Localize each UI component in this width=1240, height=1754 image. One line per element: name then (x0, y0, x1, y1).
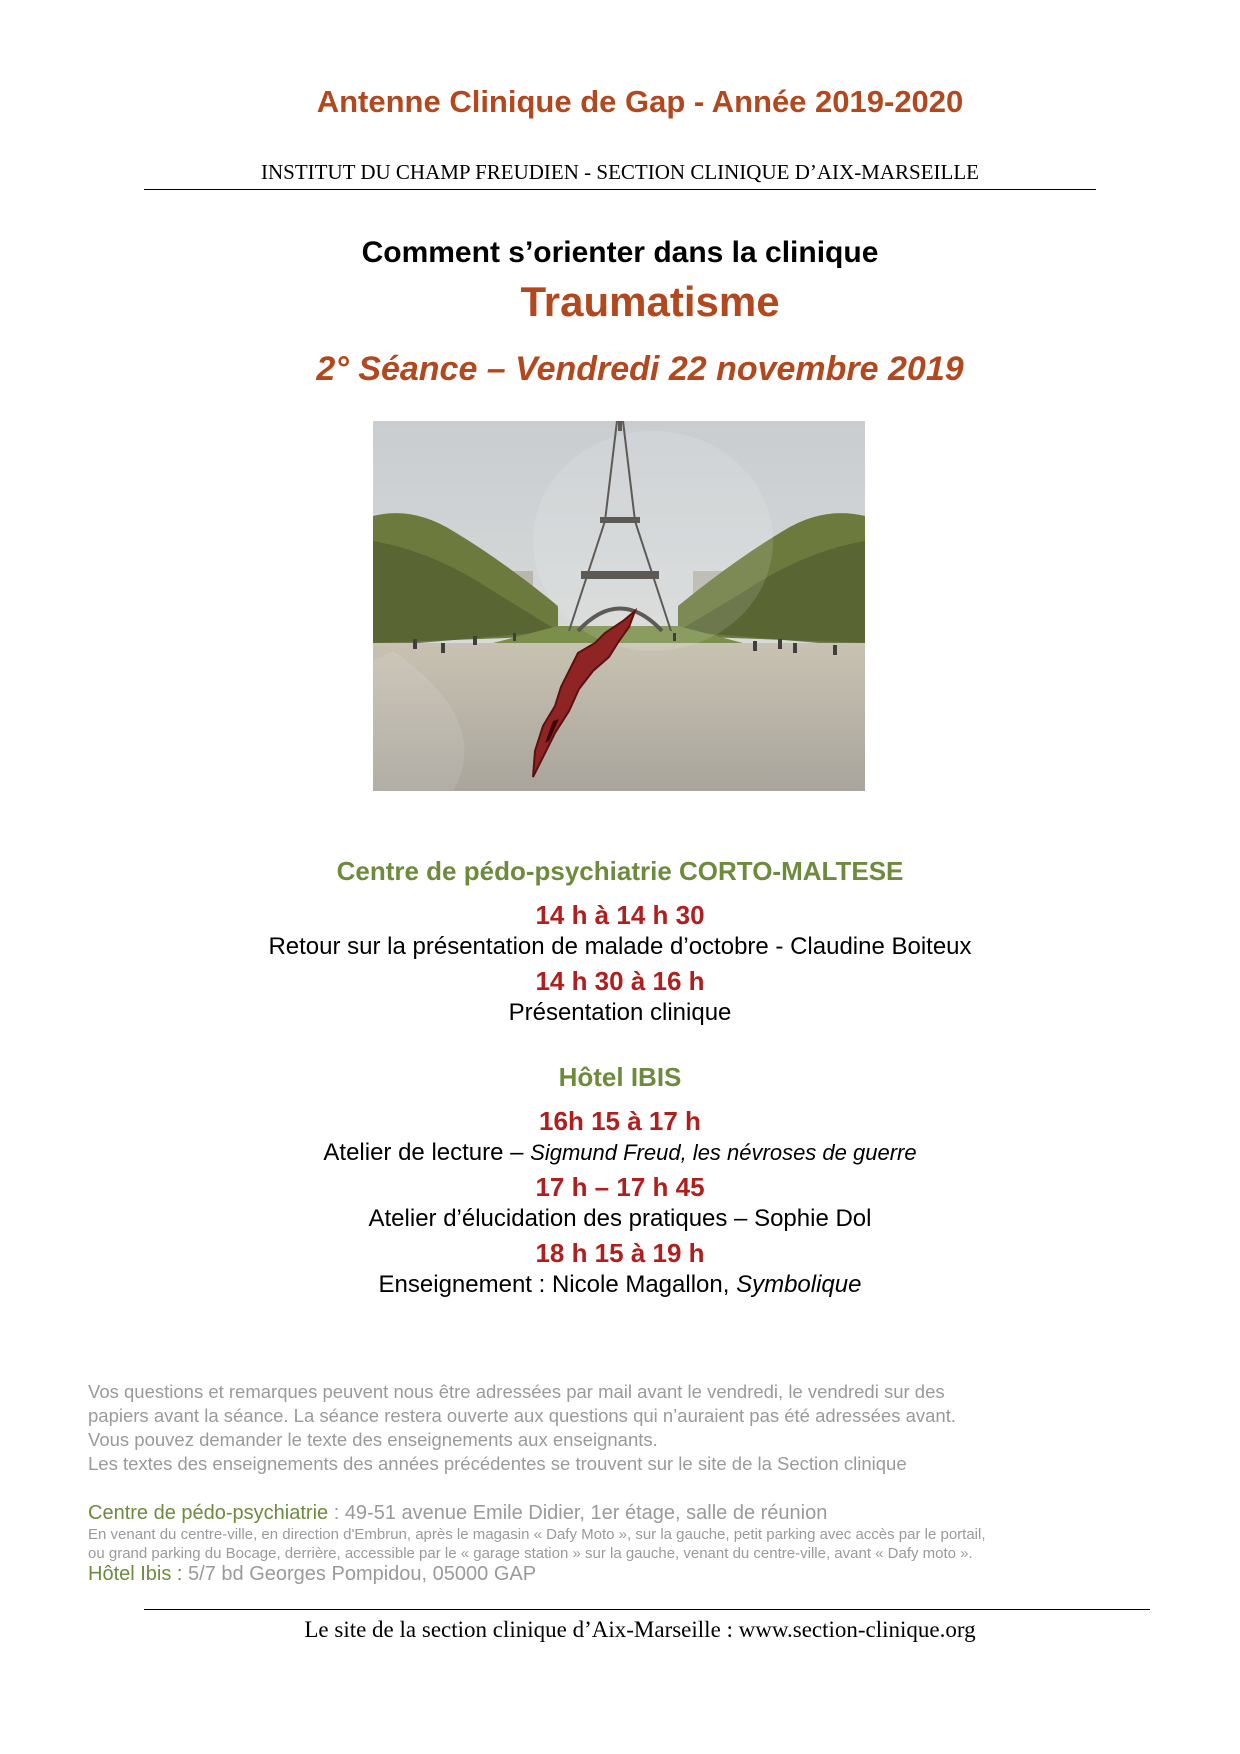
session-item: Présentation clinique (508, 999, 732, 1026)
session-item: Retour sur la présentation de malade d’octobre - Claudine Boiteux (268, 933, 972, 960)
directions-line: En venant du centre-ville, en direction d'Embrun, après le magasin « Dafy Moto », sur la gauche, petit parking avec accès par le portail, (88, 1526, 986, 1543)
time-slot: 18 h 15 à 19 h (535, 1238, 705, 1268)
notes-block (88, 1380, 1158, 1476)
hotel-address: 5/7 bd Georges Pompidou, 05000 GAP (188, 1563, 537, 1585)
hotel-separator: : (171, 1563, 189, 1585)
footer-divider (144, 1609, 1150, 1610)
session-item-plain: Enseignement : Nicole Magallon, (378, 1271, 737, 1298)
subtitle: Comment s’orienter dans la clinique (361, 236, 879, 269)
centre-separator: : (328, 1502, 345, 1524)
centre-address: 49-51 avenue Emile Didier, 1er étage, salle de réunion (344, 1502, 828, 1524)
footer-site: Le site de la section clinique d’Aix-Marseille : www.section-clinique.org (304, 1617, 976, 1642)
centre-address-row (88, 1502, 1188, 1525)
institute-name: INSTITUT DU CHAMP FREUDIEN - SECTION CLINIQUE D’AIX-MARSEILLE (260, 160, 980, 184)
header-divider (144, 189, 1096, 190)
session-item (0, 1271, 1240, 1299)
hotel-address-row (88, 1563, 1188, 1586)
session-item-plain: Atelier de lecture – (323, 1139, 531, 1166)
session-date: 2° Séance – Vendredi 22 novembre 2019 (316, 350, 964, 388)
session-item (0, 1139, 1240, 1167)
eiffel-tower-crack-image (373, 421, 865, 791)
centre-label: Centre de pédo-psychiatrie (88, 1502, 329, 1524)
directions-line: ou grand parking du Bocage, derrière, accessible par le « garage station » sur la gauche, venant du centre-ville, avant « Dafy moto ». (88, 1545, 973, 1562)
note-line: Vous pouvez demander le texte des enseignements aux enseignants. (88, 1429, 658, 1450)
topic-title: Traumatisme (520, 278, 780, 325)
session-item-italic: Sigmund Freud, les névroses de guerre (530, 1140, 917, 1165)
hotel-label: Hôtel Ibis (88, 1563, 172, 1585)
note-line: Vos questions et remarques peuvent nous être adressées par mail avant le vendredi, le vendredi sur des (88, 1381, 945, 1402)
page-title: Antenne Clinique de Gap - Année 2019-2020 (316, 84, 964, 119)
session-item-italic: Symbolique (736, 1271, 862, 1298)
session-item: Atelier d’élucidation des pratiques – Sophie Dol (368, 1205, 872, 1232)
time-slot: 14 h 30 à 16 h (535, 966, 705, 996)
time-slot: 14 h à 14 h 30 (535, 900, 705, 930)
venue-corto-maltese: Centre de pédo-psychiatrie CORTO-MALTESE (336, 856, 904, 886)
time-slot: 17 h – 17 h 45 (535, 1172, 705, 1202)
venue-hotel-ibis: Hôtel IBIS (558, 1062, 682, 1092)
note-line: Les textes des enseignements des années précédentes se trouvent sur le site de la Section clinique (88, 1453, 907, 1474)
addresses-block (88, 1502, 1188, 1586)
note-line: papiers avant la séance. La séance restera ouverte aux questions qui n’auraient pas été adressées avant. (88, 1405, 957, 1426)
time-slot: 16h 15 à 17 h (539, 1106, 701, 1136)
